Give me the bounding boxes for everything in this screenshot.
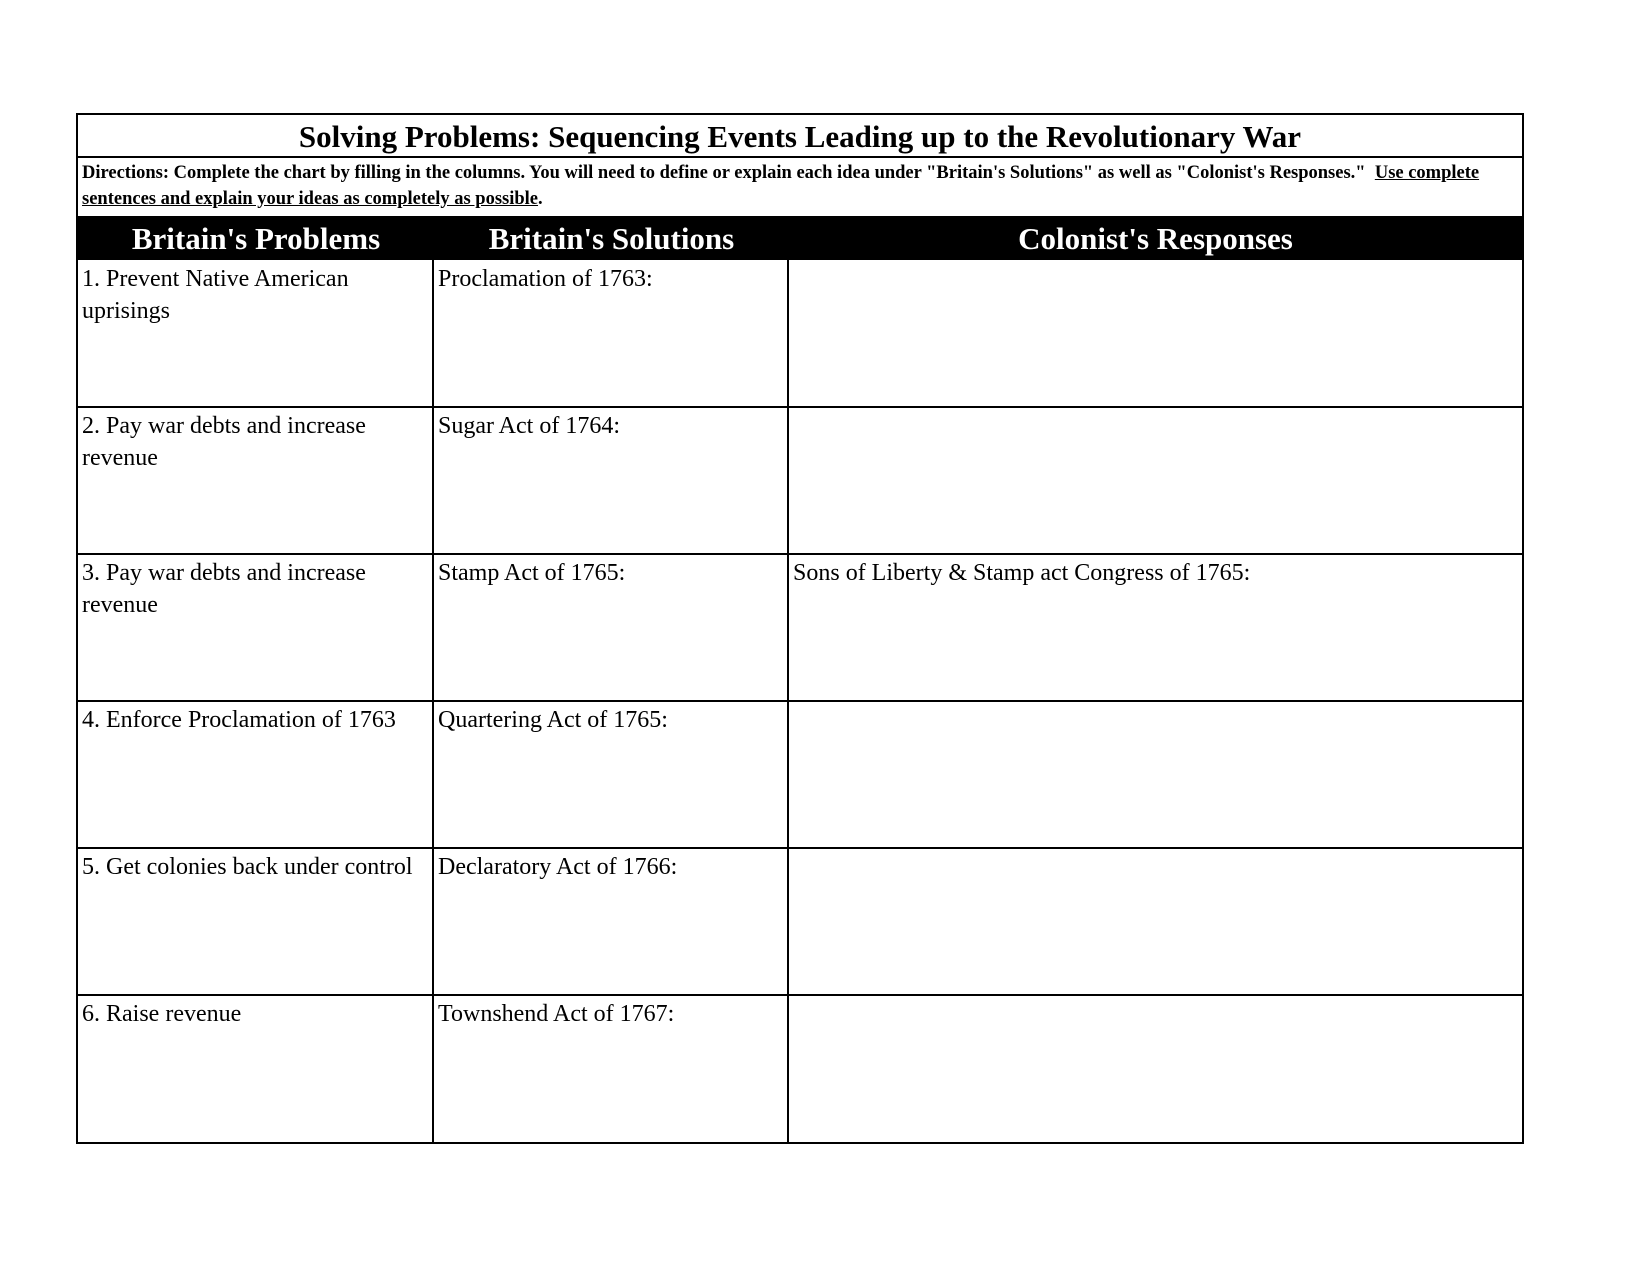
table-row (78, 848, 1522, 996)
problem-cell: 6. Raise revenue (78, 995, 434, 1143)
worksheet-table (76, 113, 1524, 1144)
directions-emphasis: Use complete sentences and explain your ideas as completely as possible (82, 163, 1480, 209)
table-row (78, 554, 1522, 702)
directions-text: Directions: Complete the chart by filling in the columns. You will need to define or explain each idea under "Britain's Solutions" as well as "Colonist's Responses." (82, 163, 1366, 183)
column-header-row (78, 216, 1522, 260)
table-row (78, 407, 1522, 555)
directions (78, 158, 1522, 216)
response-cell[interactable] (789, 260, 1522, 406)
solution-cell[interactable]: Declaratory Act of 1766: (434, 848, 789, 994)
header-britains-solutions: Britain's Solutions (488, 221, 735, 256)
solution-cell[interactable]: Sugar Act of 1764: (434, 407, 789, 553)
response-cell[interactable] (789, 407, 1522, 553)
header-britains-problems: Britain's Problems (131, 221, 381, 256)
solution-cell[interactable]: Townshend Act of 1767: (434, 995, 789, 1143)
table-row (78, 995, 1522, 1143)
table-row (78, 701, 1522, 849)
solution-cell[interactable]: Quartering Act of 1765: (434, 701, 789, 847)
problem-cell: 2. Pay war debts and increase revenue (78, 407, 434, 553)
header-colonists-responses: Colonist's Responses (1018, 221, 1293, 256)
worksheet-title: Solving Problems: Sequencing Events Leading up to the Revolutionary War (78, 115, 1522, 158)
table-body (78, 260, 1522, 1142)
response-cell[interactable] (789, 995, 1522, 1143)
solution-cell[interactable]: Stamp Act of 1765: (434, 554, 789, 700)
problem-cell: 1. Prevent Native American uprisings (78, 260, 434, 406)
response-cell[interactable]: Sons of Liberty & Stamp act Congress of 1765: (793, 560, 1251, 586)
problem-cell: 3. Pay war debts and increase revenue (78, 554, 434, 700)
response-cell[interactable] (789, 848, 1522, 994)
solution-cell[interactable]: Proclamation of 1763: (434, 260, 789, 406)
directions-end: . (538, 189, 543, 209)
table-row (78, 260, 1522, 408)
problem-cell: 5. Get colonies back under control (78, 848, 434, 994)
problem-cell: 4. Enforce Proclamation of 1763 (78, 701, 434, 847)
response-cell[interactable] (789, 701, 1522, 847)
